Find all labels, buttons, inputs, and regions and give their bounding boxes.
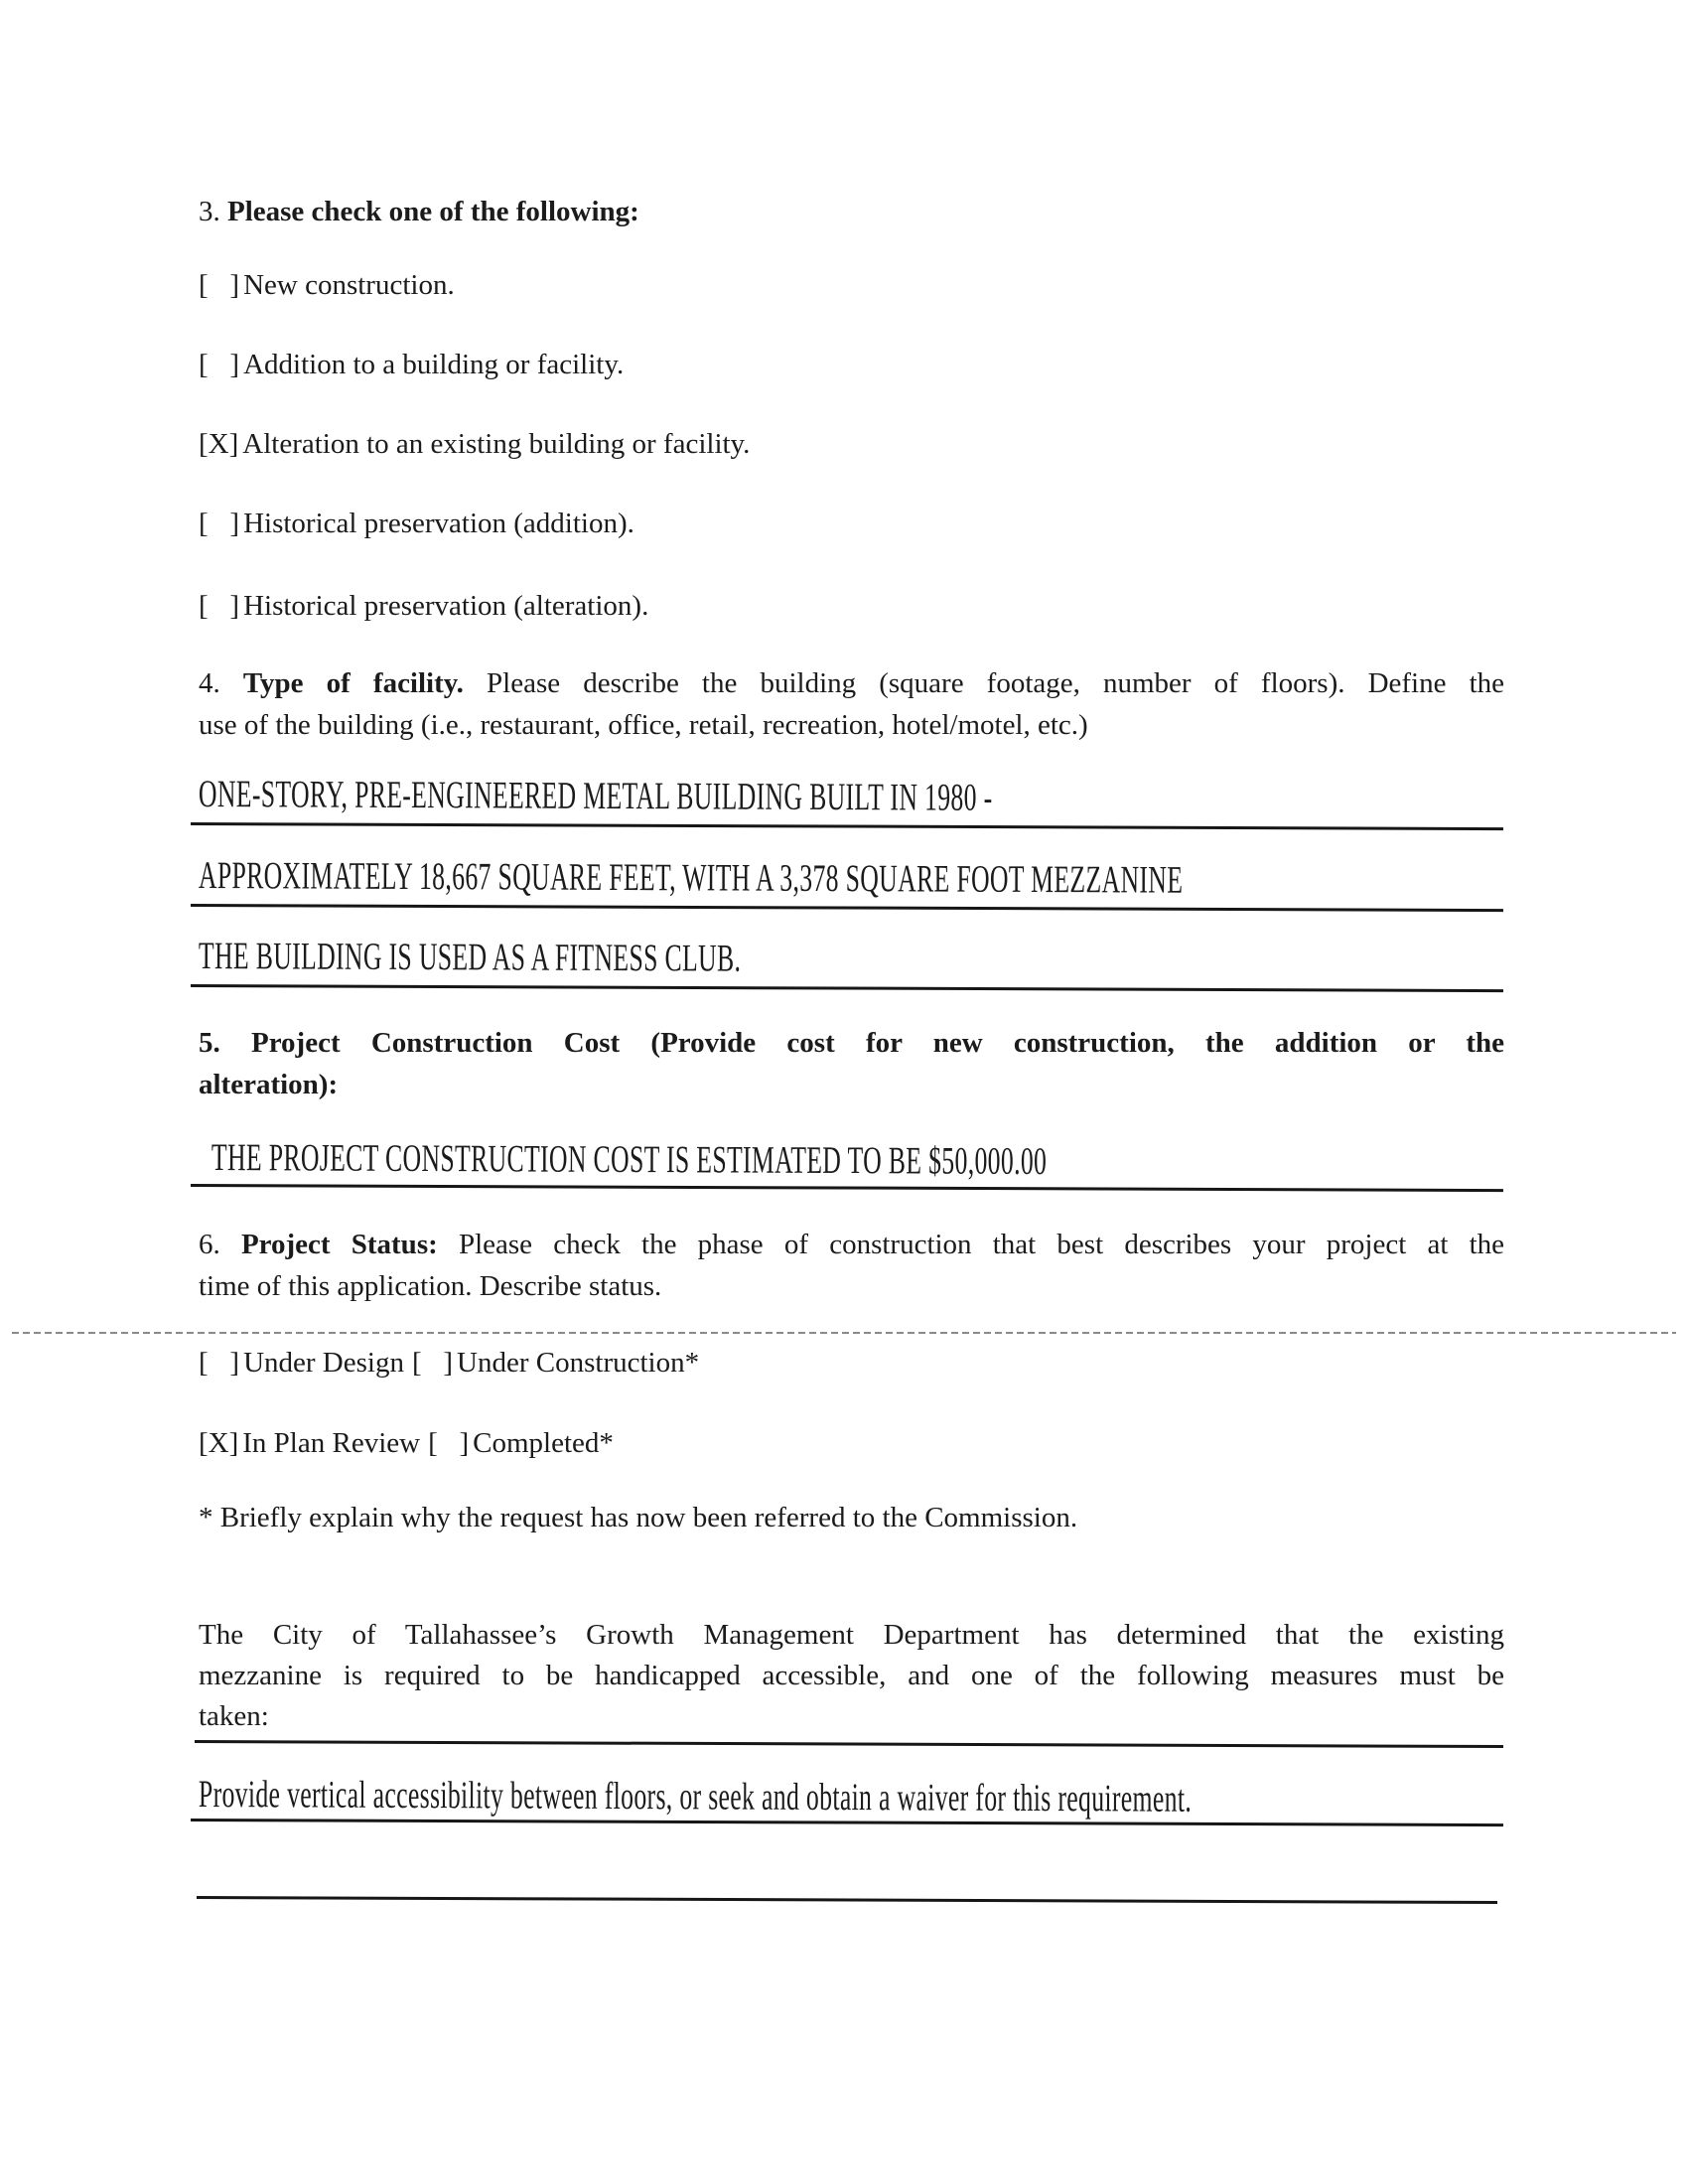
- section6-desc: Please check the phase of construction that best describes your project at the: [458, 1229, 1504, 1260]
- section3-number: 3.: [199, 196, 220, 227]
- status-label: Completed*: [473, 1427, 614, 1459]
- section3-heading: [199, 196, 639, 228]
- construction-cost-answer: THE PROJECT CONSTRUCTION COST IS ESTIMATED TO BE $50,000.00: [211, 1136, 1048, 1184]
- section6-title: Project Status:: [240, 1229, 438, 1260]
- option-label: Addition to a building or facility.: [243, 349, 625, 380]
- section4-heading-line2: [199, 709, 1088, 742]
- option-historical-alteration: [199, 590, 648, 623]
- checkbox-alteration-checked[interactable]: [X]: [199, 428, 239, 460]
- section6-heading-line1: [199, 1229, 1504, 1261]
- status-row-1: [199, 1347, 699, 1380]
- status-answer: Provide vertical accessibility between floors, or seek and obtain a waiver for this requirement.: [198, 1773, 1193, 1820]
- section6-number: 6.: [199, 1229, 220, 1260]
- status-label: In Plan Review: [242, 1427, 421, 1459]
- checkbox-addition[interactable]: [ ]: [199, 349, 240, 380]
- section4-heading-line1: [199, 667, 1504, 700]
- option-new-construction: [199, 269, 455, 302]
- status-footnote: * Briefly explain why the request has now been referred to the Commission.: [199, 1502, 1078, 1533]
- dotted-scan-separator: [12, 1332, 1676, 1334]
- explanation-line3: taken:: [199, 1700, 269, 1732]
- checkbox-historical-addition[interactable]: [ ]: [199, 508, 240, 539]
- status-label: Under Design: [243, 1347, 404, 1379]
- option-label: Historical preservation (alteration).: [243, 590, 649, 622]
- facility-answer-line2: APPROXIMATELY 18,667 SQUARE FEET, WITH A 3,378 SQUARE FOOT MEZZANINE: [198, 854, 1184, 902]
- explanation-line1: The City of Tallahassee’s Growth Management Department has determined that the existing: [199, 1619, 1504, 1651]
- option-addition: [199, 349, 624, 381]
- answer-underline: [191, 904, 1503, 912]
- answer-underline: [195, 1740, 1503, 1748]
- option-alteration: [199, 428, 750, 461]
- section4-number: 4.: [199, 667, 220, 699]
- checkbox-under-design[interactable]: [ ]: [199, 1347, 240, 1379]
- facility-answer-line3: THE BUILDING IS USED AS A FITNESS CLUB.: [198, 935, 742, 980]
- section5-title: Project Construction Cost (Provide cost for new construction, the addition or the: [250, 1027, 1505, 1059]
- answer-underline: [191, 1184, 1503, 1192]
- status-row-2: [199, 1427, 614, 1460]
- checkbox-completed[interactable]: [ ]: [428, 1427, 470, 1459]
- option-label: Historical preservation (addition).: [243, 508, 634, 539]
- section5-heading-line1: [199, 1027, 1504, 1060]
- section5-number: 5.: [199, 1027, 220, 1059]
- option-historical-addition: [199, 508, 634, 540]
- section6-heading-line2: [199, 1270, 661, 1303]
- section4-desc: use of the building (i.e., restaurant, office, retail, recreation, hotel/motel, etc.): [199, 709, 1088, 741]
- section5-title: alteration):: [199, 1069, 339, 1100]
- checkbox-under-construction[interactable]: [ ]: [411, 1347, 454, 1379]
- answer-underline: [191, 984, 1503, 992]
- status-label: Under Construction*: [457, 1347, 700, 1379]
- checkbox-in-plan-review-checked[interactable]: [X]: [199, 1427, 239, 1459]
- section4-title: Type of facility.: [242, 667, 464, 699]
- section3-title: Please check one of the following:: [227, 196, 639, 227]
- checkbox-new-construction[interactable]: [ ]: [199, 269, 240, 301]
- explanation-line2: mezzanine is required to be handicapped accessible, and one of the following measures must be: [199, 1660, 1504, 1691]
- section4-desc: Please describe the building (square footage, number of floors). Define the: [487, 667, 1505, 699]
- section6-desc: time of this application. Describe status.: [199, 1270, 662, 1302]
- option-label: Alteration to an existing building or facility.: [242, 428, 751, 460]
- option-label: New construction.: [243, 269, 455, 301]
- checkbox-historical-alteration[interactable]: [ ]: [199, 590, 240, 622]
- section5-heading-line2: [199, 1069, 338, 1101]
- answer-underline: [191, 822, 1503, 830]
- facility-answer-line1: ONE-STORY, PRE-ENGINEERED METAL BUILDING BUILT IN 1980 -: [198, 773, 993, 819]
- blank-answer-line[interactable]: [197, 1896, 1497, 1904]
